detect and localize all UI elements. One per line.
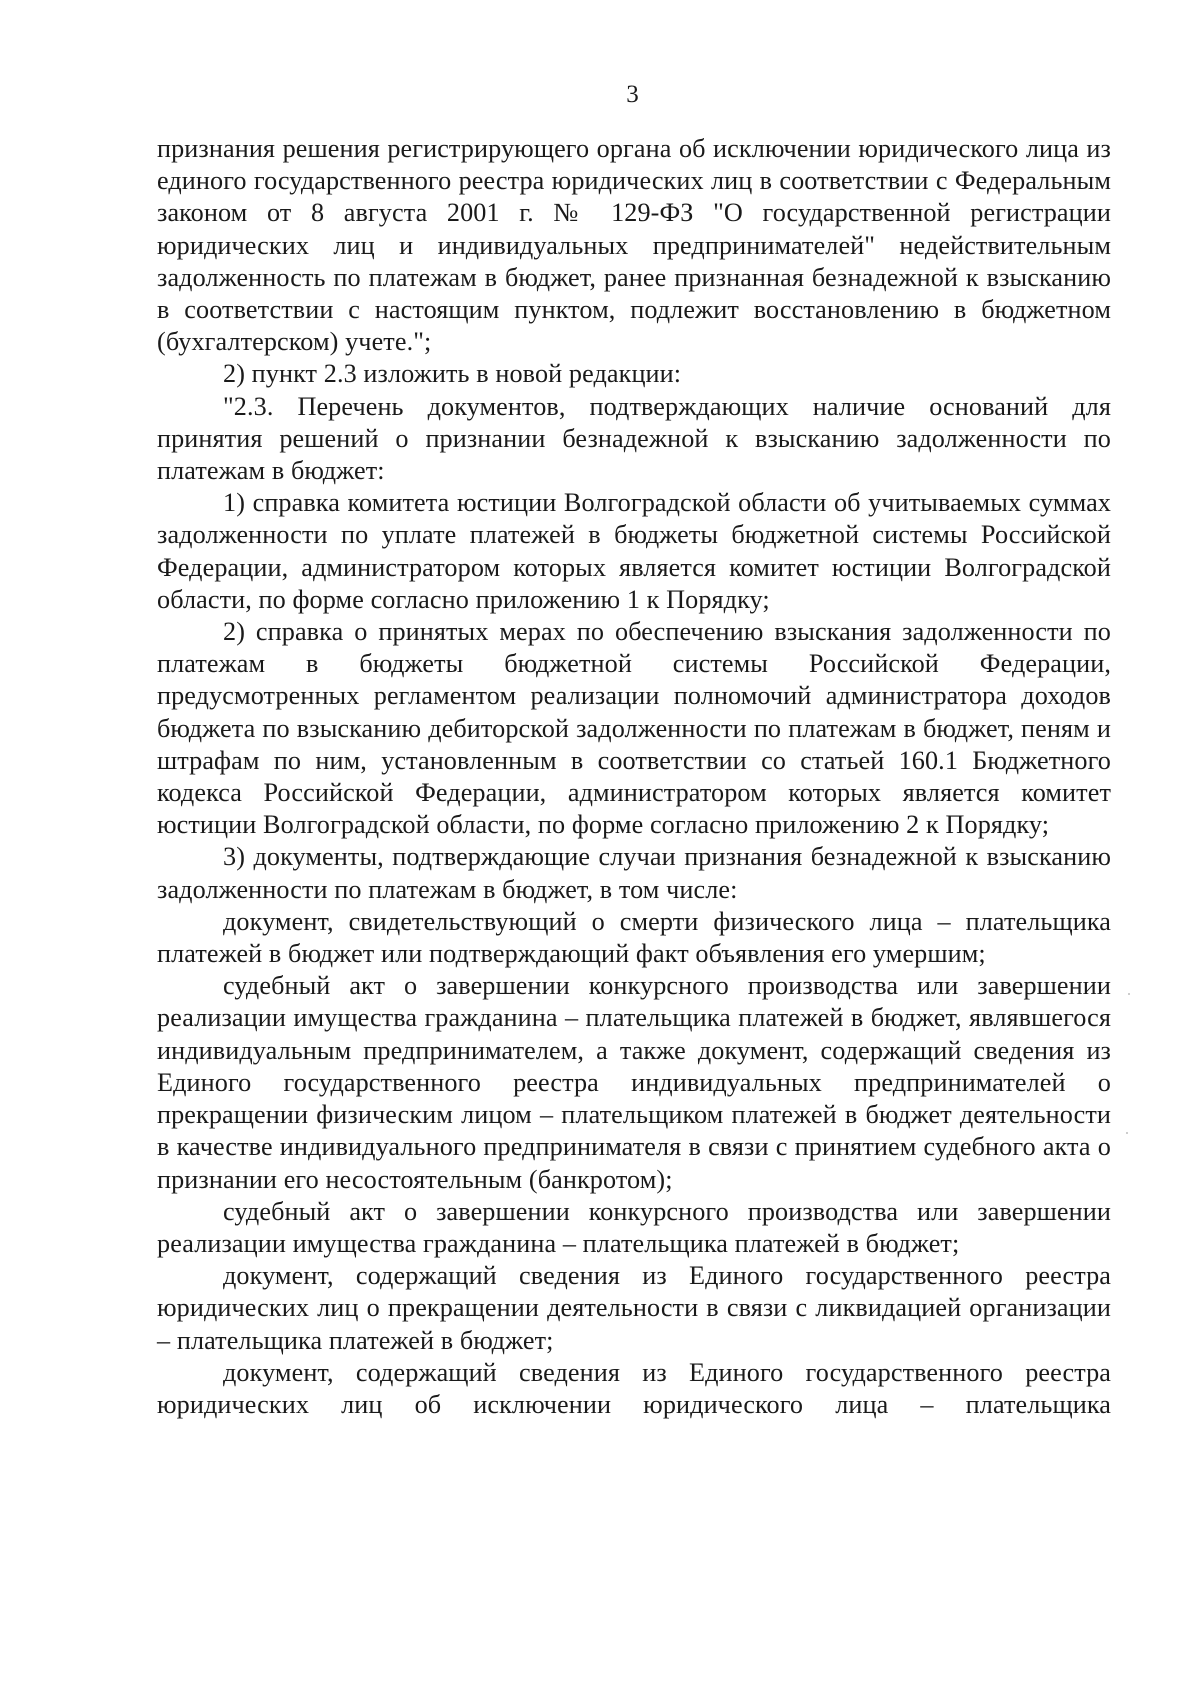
paragraph-bankruptcy-entrepreneur: судебный акт о завершении конкурсного производства или завершении реализации имущества гражданина – плательщика платежей в бюджет, являвшегося индивидуальным предпринимателем, а также документ, содержащий сведения из Единого государственного реестра индивидуальных предпринимателей о прекращении физическим лицом – плательщиком платежей в бюджет деятельности в качестве индивидуального предпринимателя в связи с принятием судебного акта о признании его несостоятельным (банкротом); <box>157 971 1111 1194</box>
scan-speck <box>1126 1132 1128 1134</box>
paragraph-continuation: признания решения регистрирующего органа об исключении юридического лица из единого государственного реестра юридических лиц в соответствии с Федеральным законом от 8 августа 2001 г. № 129-ФЗ "О государственной регистрации юридических лиц и индивидуальных предпринимателей" недействительным задолженность по платежам в бюджет, ранее признанная безнадежной к взысканию в соответствии с настоящим пунктом, подлежит восстановлению в бюджетном (бухгалтерском) учете."; <box>157 134 1111 357</box>
page-number: 3 <box>626 81 639 108</box>
paragraph-liquidation: документ, содержащий сведения из Единого государственного реестра юридических лиц о прекращении деятельности в связи с ликвидацией организации – плательщика платежей в бюджет; <box>157 1261 1111 1355</box>
paragraph-doc-1: 1) справка комитета юстиции Волгоградской области об учитываемых суммах задолженности по уплате платежей в бюджеты бюджетной системы Российской Федерации, администратором которых является комитет юстиции Волгоградской области, по форме согласно приложению 1 к Порядку; <box>157 488 1111 614</box>
paragraph-section-2-3: "2.3. Перечень документов, подтверждающих наличие оснований для принятия решений о признании безнадежной к взысканию задолженности по платежам в бюджет: <box>157 391 1111 486</box>
scan-speck <box>1128 993 1130 995</box>
paragraph-doc-3: 3) документы, подтверждающие случаи признания безнадежной к взысканию задолженности по платежам в бюджет, в том числе: <box>157 842 1111 904</box>
paragraph-item-2: 2) пункт 2.3 изложить в новой редакции: <box>223 359 682 389</box>
paragraph-death-document: документ, свидетельствующий о смерти физического лица – плательщика платежей в бюджет или подтверждающий факт объявления его умершим; <box>157 906 1111 969</box>
paragraph-bankruptcy-citizen: судебный акт о завершении конкурсного производства или завершении реализации имущества гражданина – плательщика платежей в бюджет; <box>157 1196 1111 1258</box>
paragraph-doc-2: 2) справка о принятых мерах по обеспечению взыскания задолженности по платежам в бюджеты бюджетной системы Российской Федерации, предусмотренных регламентом реализации полномочий администратора доходов бюджета по взысканию дебиторской задолженности по платежам в бюджет, пеням и штрафам по ним, установленным в соответствии со статьей 160.1 Бюджетного кодекса Российской Федерации, администратором которых является комитет юстиции Волгоградской области, по форме согласно приложению 2 к Порядку; <box>157 617 1111 840</box>
paragraph-exclusion: документ, содержащий сведения из Единого государственного реестра юридических лиц об исключении юридического лица – плательщика <box>157 1357 1111 1419</box>
document-body <box>157 133 1111 1421</box>
